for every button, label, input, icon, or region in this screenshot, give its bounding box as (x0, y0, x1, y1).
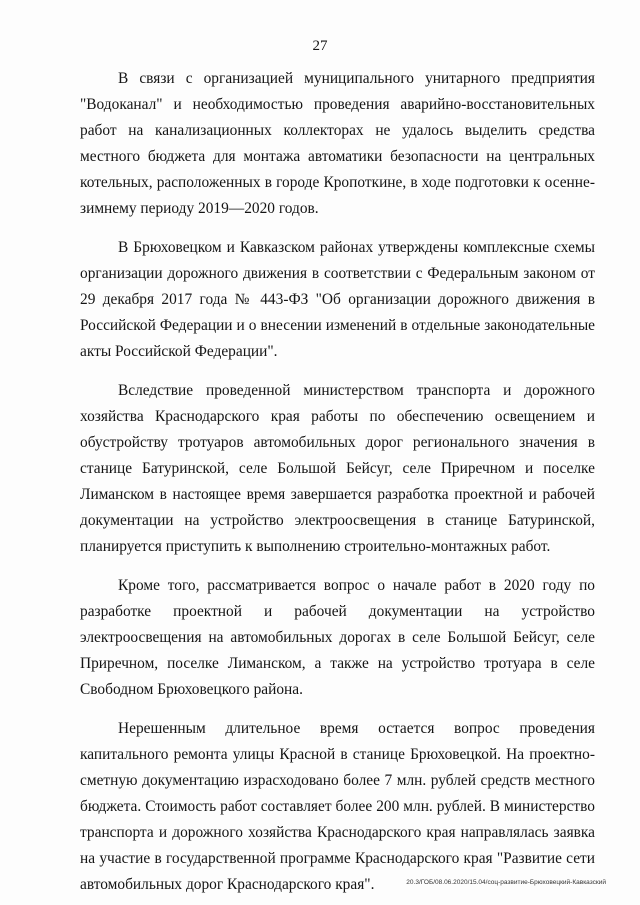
paragraph-4: Кроме того, рассматривается вопрос о начале работ в 2020 году по разработке проектной и рабочей документации на устройство электроосвещения на автомобильных дорогах в селе Большой Бейсуг, селе Приречном, поселке Лиманском, а также на устройство тротуара в селе Свободном Брюховецкого района. (80, 577, 595, 698)
paragraph-2: В Брюховецком и Кавказском районах утверждены комплексные схемы организации дорожного движения в соответствии с Федеральным законом от 29 декабря 2017 года № 443-ФЗ "Об организации дорожного движения в Российской Федерации и о внесении изменений в отдельные законодательные акты Российской Федерации". (80, 239, 595, 360)
paragraph-5: Нерешенным длительное время остается вопрос проведения капитального ремонта улицы Красной в станице Брюховецкой. На проектно-сметную документацию израсходовано более 7 млн. рублей средств местного бюджета. Стоимость работ составляет более 200 млн. рублей. В министерство транспорта и дорожного хозяйства Краснодарского края направлялась заявка на участие в государственной программе Краснодарского края "Развитие сети автомобильных дорог Краснодарского края". (80, 720, 595, 893)
page-number: 27 (312, 38, 328, 54)
footer-file-reference: 20.3/ГОБ/08.06.2020/15.04/соц-развитие-Брюховецкий-Кавказский (406, 879, 606, 886)
body-text (80, 66, 595, 905)
paragraph-3: Вследствие проведенной министерством транспорта и дорожного хозяйства Краснодарского края работы по обеспечению освещением и обустройству тротуаров автомобильных дорог регионального значения в станице Батуринской, селе Большой Бейсуг, селе Приречном и поселке Лиманском в настоящее время завершается разработка проектной и рабочей документации на устройство электроосвещения в станице Батуринской, планируется приступить к выполнению строительно-монтажных работ. (80, 382, 595, 555)
paragraph-1: В связи с организацией муниципального унитарного предприятия "Водоканал" и необходимостью проведения аварийно-восстановительных работ на канализационных коллекторах не удалось выделить средства местного бюджета для монтажа автоматики безопасности на центральных котельных, расположенных в городе Кропоткине, в ходе подготовки к осенне-зимнему периоду 2019—2020 годов. (80, 70, 595, 217)
